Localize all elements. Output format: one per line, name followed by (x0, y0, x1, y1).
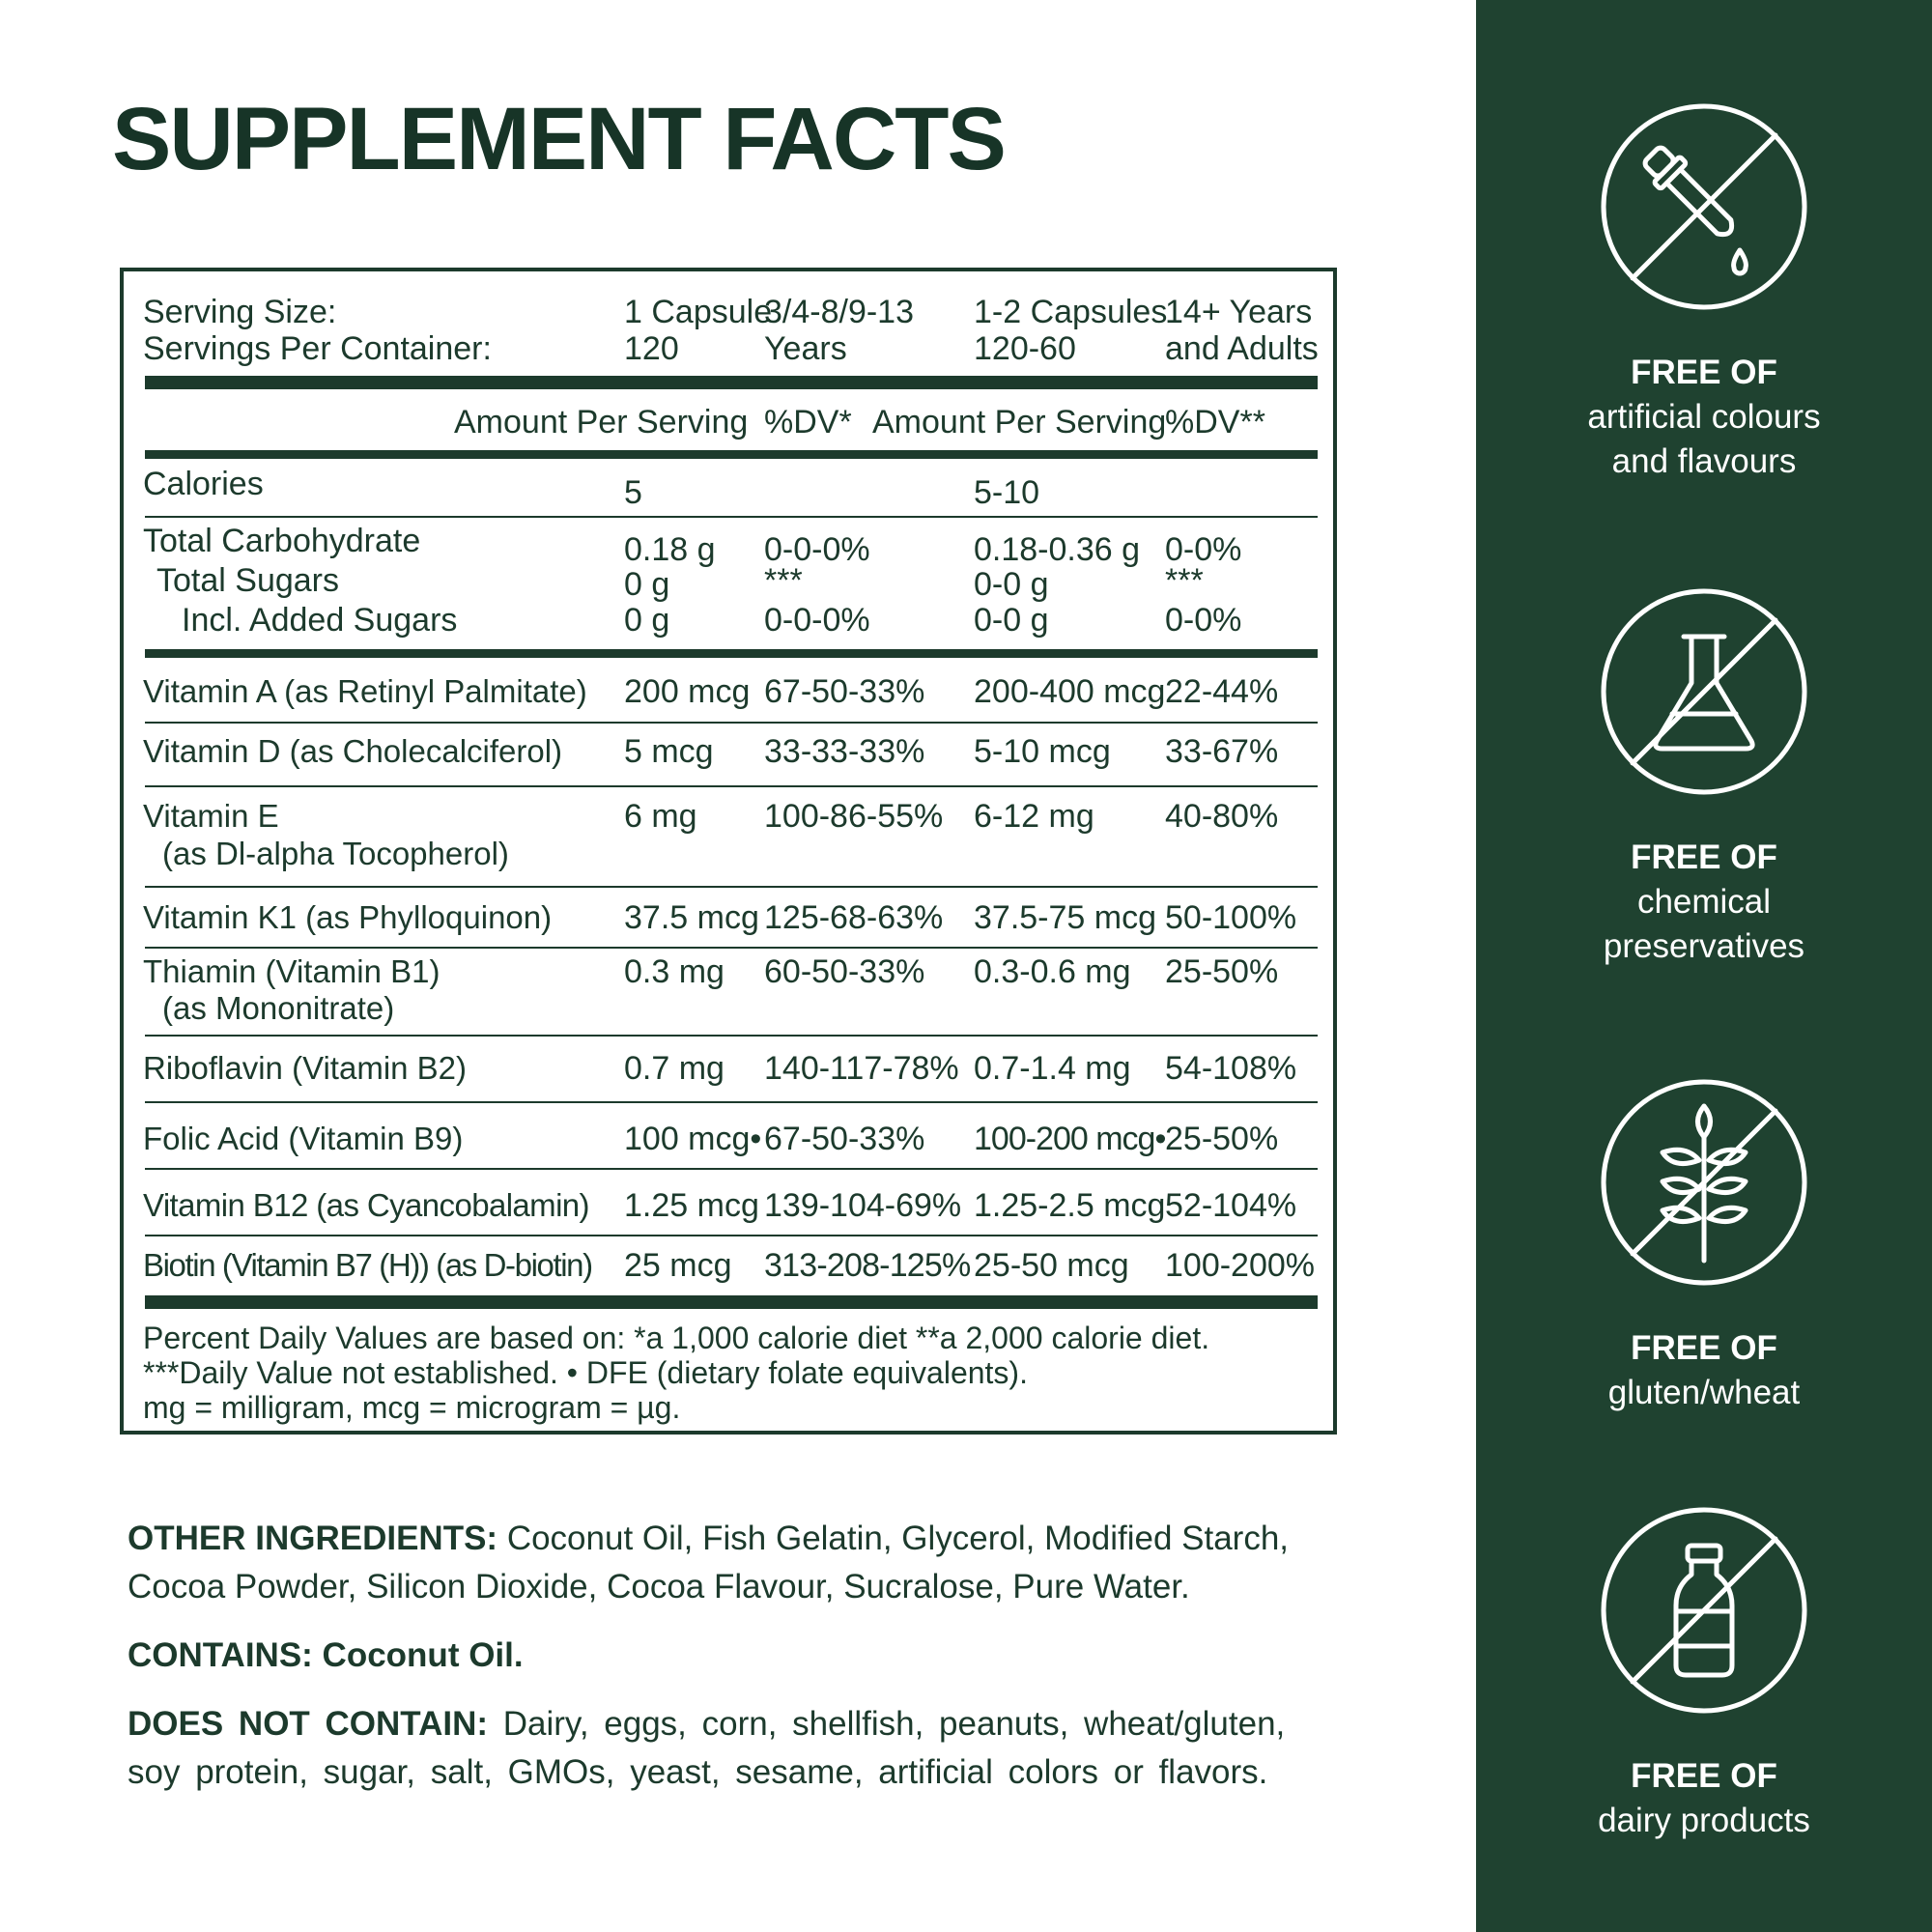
nutrient-name: Thiamin (Vitamin B1) (143, 953, 440, 989)
nutrient-dv-2: 33-67% (1165, 733, 1279, 770)
divider-thin (145, 1035, 1318, 1037)
divider-thin (145, 1168, 1318, 1170)
divider-thin (145, 886, 1318, 888)
divider-thin (145, 722, 1318, 724)
milk-bottle-crossed-icon (1599, 1505, 1809, 1716)
divider-medium (145, 450, 1318, 459)
feature-heading: FREE OF (1631, 838, 1777, 876)
added-sugars-amount-2: 0-0 g (974, 602, 1049, 639)
nutrient-dv-1: 60-50-33% (764, 953, 925, 990)
contains (128, 1632, 1345, 1680)
calories-amount-2: 5-10 (974, 474, 1040, 511)
nutrient-amount-1: 0.7 mg (624, 1050, 724, 1087)
carbs-dv-1: 0-0-0% (764, 531, 870, 568)
divider-thin (145, 516, 1318, 518)
group2-age: 14+ Years (1165, 294, 1313, 330)
added-sugars-name: Incl. Added Sugars (182, 602, 458, 639)
footnote-line: Percent Daily Values are based on: *a 1,000 calorie diet **a 2,000 calorie diet. (143, 1321, 1210, 1355)
nutrient-subname: (as Mononitrate) (162, 990, 395, 1026)
divider-thick (145, 1295, 1318, 1309)
nutrient-dv-1: 125-68-63% (764, 899, 944, 936)
nutrient-amount-1: 6 mg (624, 798, 697, 835)
nutrient-dv-1: 100-86-55% (764, 798, 944, 835)
nutrient-amount-2: 100-200 mcg• (974, 1121, 1166, 1157)
carbs-amount-2: 0.18-0.36 g (974, 531, 1141, 568)
footnote (143, 1321, 1209, 1425)
nutrient-amount-1: 0.3 mg (624, 953, 724, 990)
header-dv-2: %DV** (1165, 404, 1265, 440)
dropper-crossed-icon (1599, 101, 1809, 312)
divider-thin (145, 1235, 1318, 1236)
feature-heading: FREE OF (1631, 1757, 1777, 1795)
group2-age-line2: and Adults (1165, 330, 1319, 367)
wheat-crossed-icon (1599, 1077, 1809, 1288)
added-sugars-dv-2: 0-0% (1165, 602, 1242, 639)
nutrient-name: Vitamin K1 (as Phylloquinon) (143, 899, 553, 935)
nutrient-name: Biotin (Vitamin B7 (H)) (as D-biotin) (143, 1247, 592, 1283)
divider-thin (145, 785, 1318, 787)
nutrient-amount-1: 25 mcg (624, 1247, 732, 1284)
feature-chemical-preservatives (1476, 586, 1932, 969)
nutrient-amount-2: 0.7-1.4 mg (974, 1050, 1131, 1087)
does-not-contain (128, 1700, 1345, 1797)
nutrient-amount-2: 37.5-75 mcg (974, 899, 1156, 936)
nutrient-amount-1: 100 mcg• (624, 1121, 762, 1157)
calories-label: Calories (143, 466, 264, 502)
nutrient-amount-2: 5-10 mcg (974, 733, 1111, 770)
nutrient-name: Vitamin A (as Retinyl Palmitate) (143, 673, 587, 709)
nutrient-name: Vitamin E (143, 798, 279, 834)
nutrient-dv-2: 25-50% (1165, 953, 1279, 990)
header-amount-2: Amount Per Serving (872, 404, 1167, 440)
feature-text: dairy products (1598, 1802, 1810, 1839)
nutrient-dv-1: 67-50-33% (764, 673, 925, 710)
does-not-contain-label: DOES NOT CONTAIN: (128, 1705, 489, 1743)
footnote-line: mg = milligram, mcg = microgram = µg. (143, 1390, 681, 1425)
feature-text: chemical (1636, 883, 1772, 921)
divider-thin (145, 1101, 1318, 1103)
nutrient-dv-1: 67-50-33% (764, 1121, 925, 1157)
feature-text: gluten/wheat (1607, 1374, 1801, 1411)
other-ingredients-label: OTHER INGREDIENTS: (128, 1520, 498, 1557)
nutrient-name: Riboflavin (Vitamin B2) (143, 1050, 468, 1086)
sugars-dv-1: *** (764, 562, 803, 599)
feature-dairy-products (1476, 1505, 1932, 1843)
contains-label: CONTAINS: Coconut Oil. (128, 1636, 524, 1674)
nutrient-name: Vitamin B12 (as Cyancobalamin) (143, 1187, 589, 1223)
servings-per-container-label: Servings Per Container: (143, 330, 492, 367)
feature-text: preservatives (1603, 927, 1805, 965)
nutrient-subname: (as Dl-alpha Tocopherol) (162, 836, 509, 871)
group1-age: 3/4-8/9-13 (764, 294, 914, 330)
supplement-facts-panel (120, 268, 1337, 1435)
nutrient-amount-2: 200-400 mcg (974, 673, 1166, 710)
nutrient-amount-2: 25-50 mcg (974, 1247, 1129, 1284)
nutrient-amount-2: 6-12 mg (974, 798, 1094, 835)
feature-artificial-colours (1476, 101, 1932, 484)
other-ingredients-text: Coconut Oil, Fish Gelatin, Glycerol, Modified Starch, Cocoa Powder, Silicon Dioxide, Cocoa Flavour, Sucralose, Pure Water. (128, 1520, 1290, 1605)
feature-text: artificial colours (1587, 398, 1821, 436)
sugars-amount-2: 0-0 g (974, 566, 1049, 603)
sugars-name: Total Sugars (156, 562, 339, 599)
nutrient-dv-2: 25-50% (1165, 1121, 1279, 1157)
nutrient-dv-2: 100-200% (1165, 1247, 1316, 1284)
nutrient-dv-2: 52-104% (1165, 1187, 1297, 1224)
divider-thick (145, 376, 1318, 389)
nutrient-amount-2: 1.25-2.5 mcg (974, 1187, 1166, 1224)
header-amount-1: Amount Per Serving (454, 404, 749, 440)
divider-thin (145, 947, 1318, 949)
divider-medium (145, 649, 1318, 658)
nutrient-amount-1: 5 mcg (624, 733, 714, 770)
group2-servings: 120-60 (974, 330, 1076, 367)
carbs-dv-2: 0-0% (1165, 531, 1242, 568)
group1-age-line2: Years (764, 330, 847, 367)
page-title: SUPPLEMENT FACTS (112, 90, 1005, 188)
nutrient-dv-2: 22-44% (1165, 673, 1279, 710)
added-sugars-dv-1: 0-0-0% (764, 602, 870, 639)
sugars-dv-2: *** (1165, 562, 1204, 599)
serving-size-label: Serving Size: (143, 294, 337, 330)
nutrient-amount-1: 200 mcg (624, 673, 751, 710)
nutrient-dv-2: 54-108% (1165, 1050, 1297, 1087)
nutrient-dv-1: 33-33-33% (764, 733, 925, 770)
feature-heading: FREE OF (1631, 1329, 1777, 1367)
free-of-sidebar (1476, 0, 1932, 1932)
nutrient-amount-1: 1.25 mcg (624, 1187, 759, 1224)
nutrient-amount-2: 0.3-0.6 mg (974, 953, 1131, 990)
header-dv-1: %DV* (764, 404, 852, 440)
nutrient-name: Folic Acid (Vitamin B9) (143, 1121, 464, 1156)
feature-gluten-wheat (1476, 1077, 1932, 1415)
footnote-line: ***Daily Value not established. • DFE (dietary folate equivalents). (143, 1355, 1028, 1390)
does-not-contain-text: Dairy, eggs, corn, shellfish, peanuts, wheat/gluten, soy protein, sugar, salt, GMOs, yeast, sesame, artificial colors or flavors. (128, 1705, 1286, 1791)
nutrient-dv-2: 40-80% (1165, 798, 1279, 835)
other-ingredients (128, 1515, 1345, 1611)
feature-heading: FREE OF (1631, 354, 1777, 391)
nutrient-dv-1: 139-104-69% (764, 1187, 962, 1224)
nutrient-dv-1: 313-208-125% (764, 1247, 971, 1284)
carbs-amount-1: 0.18 g (624, 531, 716, 568)
calories-amount-1: 5 (624, 474, 642, 511)
added-sugars-amount-1: 0 g (624, 602, 670, 639)
carbs-name: Total Carbohydrate (143, 523, 421, 559)
nutrient-amount-1: 37.5 mcg (624, 899, 759, 936)
group2-serving: 1-2 Capsules (974, 294, 1168, 330)
nutrient-name: Vitamin D (as Cholecalciferol) (143, 733, 563, 769)
nutrient-dv-2: 50-100% (1165, 899, 1297, 936)
group1-serving: 1 Capsule (624, 294, 773, 330)
feature-text: and flavours (1611, 442, 1797, 480)
nutrient-dv-1: 140-117-78% (764, 1050, 959, 1087)
sugars-amount-1: 0 g (624, 566, 670, 603)
flask-crossed-icon (1599, 586, 1809, 797)
group1-servings: 120 (624, 330, 679, 367)
